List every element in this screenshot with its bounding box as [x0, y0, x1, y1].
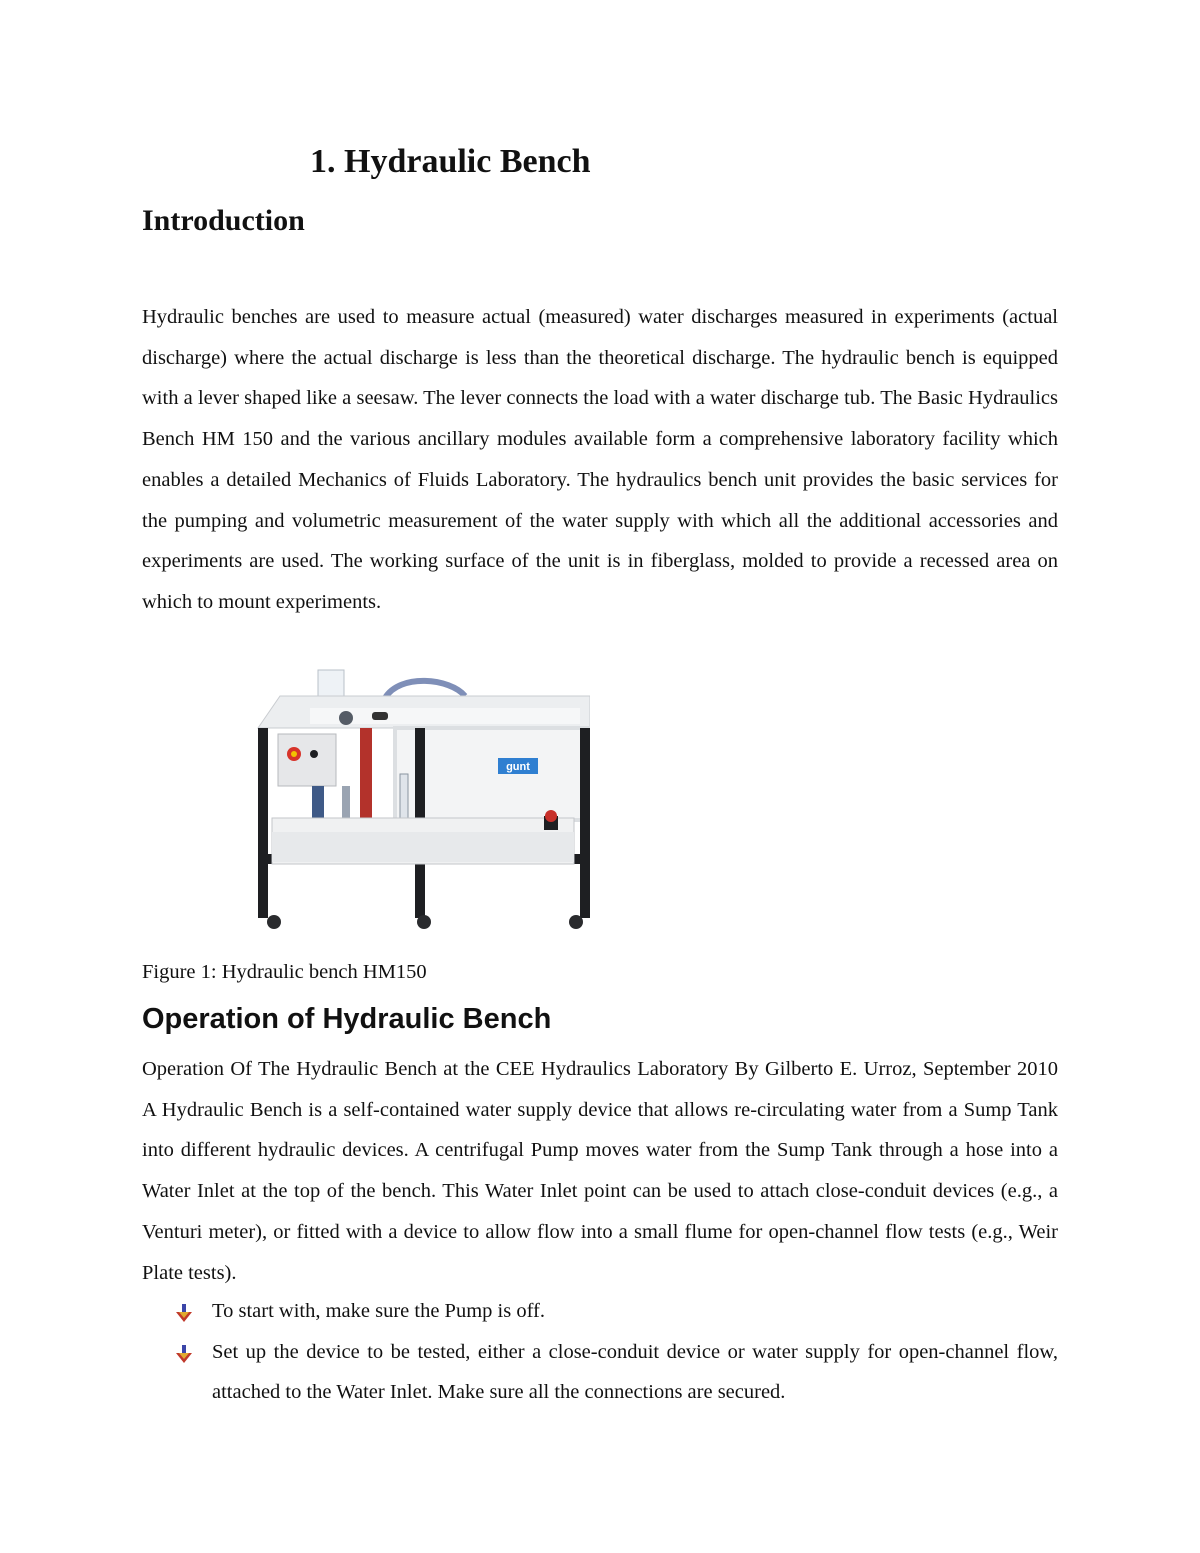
operation-heading: Operation of Hydraulic Bench — [142, 1003, 552, 1035]
introduction-heading: Introduction — [142, 204, 305, 237]
hydraulic-bench-illustration — [250, 668, 590, 932]
operation-steps-list — [142, 1291, 1058, 1413]
step-text: Set up the device to be tested, either a close-conduit device or water supply for open-channel flow, attached to the Water Inlet. Make sure all the connections are secured. — [212, 1340, 1058, 1404]
hydraulic-bench-figure — [250, 668, 590, 932]
step-text: To start with, make sure the Pump is off. — [212, 1300, 545, 1322]
document-title: 1. Hydraulic Bench — [310, 143, 591, 180]
list-item — [142, 1291, 1058, 1332]
figure-caption: Figure 1: Hydraulic bench HM150 — [142, 961, 427, 983]
list-item — [142, 1332, 1058, 1413]
brand-label: gunt — [506, 761, 530, 773]
introduction-paragraph: Hydraulic benches are used to measure actual (measured) water discharges measured in experiments (actual discharge) where the actual discharge is less than the theoretical discharge. The hydraulic bench is equipped with a lever shaped like a seesaw. The lever connects the load with a water discharge tub. The Basic Hydraulics Bench HM 150 and the various ancillary modules available form a comprehensive laboratory facility which enables a detailed Mechanics of Fluids Laboratory. The hydraulics bench unit provides the basic services for the pumping and volumetric measurement of the water supply with which all the additional accessories and experiments are used. The working surface of the unit is in fiberglass, molded to provide a recessed area on which to mount experiments. — [142, 306, 1058, 613]
operation-paragraph: Operation Of The Hydraulic Bench at the CEE Hydraulics Laboratory By Gilberto E. Urroz, September 2010 A Hydraulic Bench is a self-contained water supply device that allows re-circulating water from a Sump Tank into different hydraulic devices. A centrifugal Pump moves water from the Sump Tank through a hose into a Water Inlet at the top of the bench. This Water Inlet point can be used to attach close-conduit devices (e.g., a Venturi meter), or fitted with a device to allow flow into a small flume for open-channel flow tests (e.g., Weir Plate tests). — [142, 1058, 1058, 1284]
arrow-down-bullet-icon — [174, 1344, 194, 1364]
arrow-down-bullet-icon — [174, 1303, 194, 1323]
